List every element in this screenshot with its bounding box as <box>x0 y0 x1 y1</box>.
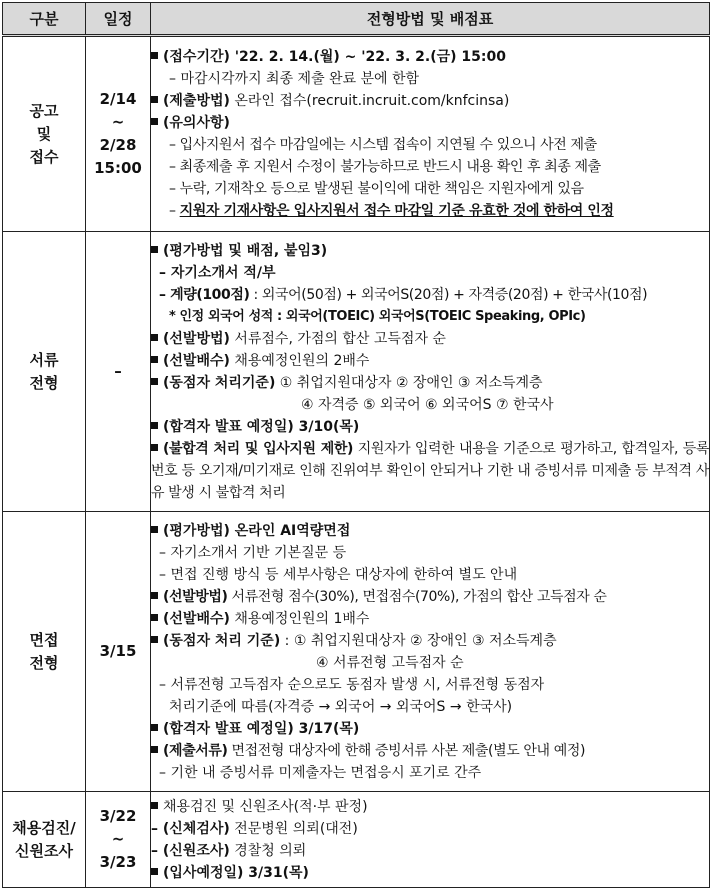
bullet-square-icon <box>151 378 158 385</box>
header-category: 구분 <box>3 3 86 36</box>
bullet-square-icon <box>151 802 158 809</box>
table-row-health-check <box>3 792 710 888</box>
bullet-square-icon <box>151 422 158 429</box>
header-method: 전형방법 및 배점표 <box>151 3 710 36</box>
bullet-square-icon <box>151 444 158 451</box>
content-cell: (접수기간) '22. 2. 14.(월) ~ '22. 3. 2.(금) 15:00 – 마감시각까지 최종 제출 완료 분에 한함 (제출방법) 온라인 접수(recruit.incruit.com/knfcinsa) (유의사항) – 입사지원서 접수 마감일에는 시스템 접속이 지연될 수 있으니 사전 제출 – 최종제출 후 지원서 수정이 불가능하므로 반드시 내용 확인 후 최종 제출 – 누락, 기재착오 등으로 발생된 불이익에 대한 책임은 지원자에게 있음 – 지원자 기재사항은 입사지원서 접수 마감일 기준 유효한 것에 한하여 인정 <box>151 36 710 232</box>
content-cell: 채용검진 및 신원조사(적·부 판정) – (신체검사) 전문병원 의뢰(대전) – (신원조사) 경찰청 의뢰 (입사예정일) 3/31(목) <box>151 792 710 888</box>
bullet-square-icon <box>151 52 158 59</box>
category-cell: 면접 전형 <box>3 512 86 792</box>
table-row-document-screening <box>3 232 710 512</box>
schedule-cell: 2/14 ~ 2/28 15:00 <box>86 36 151 232</box>
header-schedule: 일정 <box>86 3 151 36</box>
header-row <box>3 3 710 36</box>
bullet-square-icon <box>151 746 158 753</box>
bullet-square-icon <box>151 246 158 253</box>
bullet-square-icon <box>151 636 158 643</box>
recruitment-schedule-table <box>2 2 710 888</box>
table-row-application <box>3 36 710 232</box>
bullet-square-icon <box>151 118 158 125</box>
bullet-square-icon <box>151 592 158 599</box>
schedule-cell: 3/15 <box>86 512 151 792</box>
category-cell: 채용검진/ 신원조사 <box>3 792 86 888</box>
category-cell: 공고 및 접수 <box>3 36 86 232</box>
bullet-square-icon <box>151 614 158 621</box>
bullet-square-icon <box>151 96 158 103</box>
bullet-square-icon <box>151 356 158 363</box>
bullet-square-icon <box>151 868 158 875</box>
schedule-cell: 3/22 ~ 3/23 <box>86 792 151 888</box>
bullet-square-icon <box>151 334 158 341</box>
category-cell: 서류 전형 <box>3 232 86 512</box>
schedule-cell: – <box>86 232 151 512</box>
table-row-interview <box>3 512 710 792</box>
content-cell: (평가방법 및 배점, 붙임3) – 자기소개서 적/부 – 계량(100점) : 외국어(50점) + 외국어S(20점) + 자격증(20점) + 한국사(10점) * 인정 외국어 성적 : 외국어(TOEIC) 외국어S(TOEIC Speaking, OPIc) (선발방법) 서류점수, 가점의 합산 고득점자 순 (선발배수) 채용예정인원의 2배수 (동점자 처리기준) ① 취업지원대상자 ② 장애인 ③ 저소득계층 ④ 자격증 ⑤ 외국어 ⑥ 외국어S ⑦ 한국사 (합격자 발표 예정일) 3/10(목) (불합격 처리 및 입사지원 제한) 지원자가 입력한 내용을 기준으로 평가하고, 합격일자, 등록번호 등 오기재/미기재로 인해 진위여부 확인이 안되거나 기한 내 증빙서류 미제출 등 부적격 사유 발생 시 불합격 처리 <box>151 232 710 512</box>
bullet-square-icon <box>151 526 158 533</box>
bullet-square-icon <box>151 724 158 731</box>
content-cell: (평가방법) 온라인 AI역량면접 – 자기소개서 기반 기본질문 등 – 면접 진행 방식 등 세부사항은 대상자에 한하여 별도 안내 (선발방법) 서류전형 점수(30%), 면접점수(70%), 가점의 합산 고득점자 순 (선발배수) 채용예정인원의 1배수 (동점자 처리 기준) : ① 취업지원대상자 ② 장애인 ③ 저소득계층 ④ 서류전형 고득점자 순 – 서류전형 고득점자 순으로도 동점자 발생 시, 서류전형 동점자 처리기준에 따름(자격증 → 외국어 → 외국어S → 한국사) (합격자 발표 예정일) 3/17(목) (제출서류) 면접전형 대상자에 한해 증빙서류 사본 제출(별도 안내 예정) – 기한 내 증빙서류 미제출자는 면접응시 포기로 간주 <box>151 512 710 792</box>
